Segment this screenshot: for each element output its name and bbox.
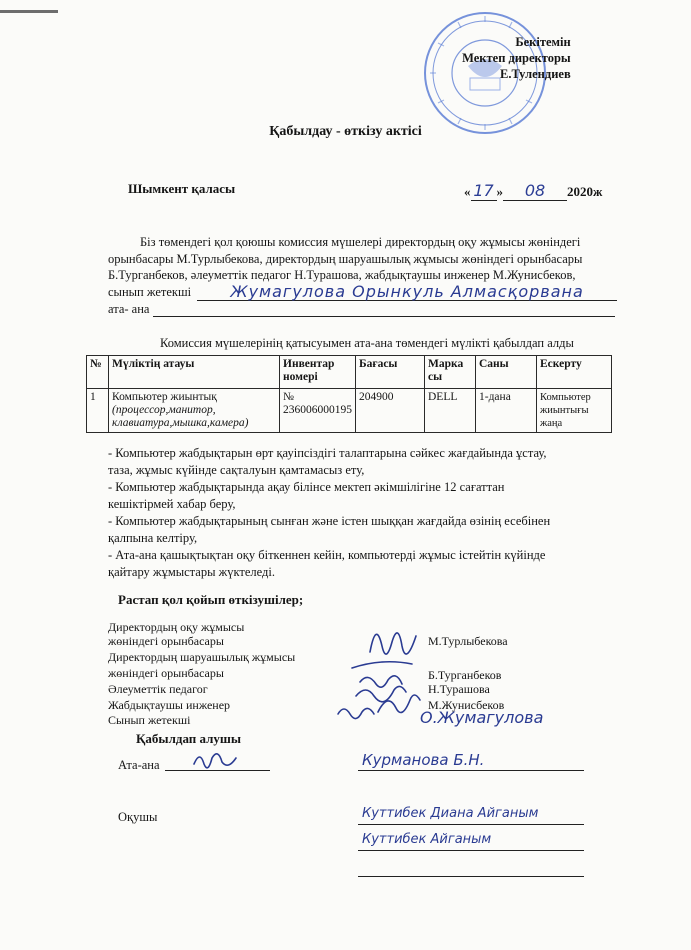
student-handwritten-name-2: Куттибек Айганым: [362, 832, 492, 847]
table-header-row: [87, 356, 612, 389]
rule-line: - Компьютер жабдықтарын өрт қауіпсіздігі талаптарына сәйкес жағдайында ұстау,: [108, 446, 547, 460]
date-quote-close: »: [496, 184, 503, 199]
intro-paragraph: [108, 234, 628, 317]
approval-position: Мектеп директоры: [462, 51, 571, 65]
signer-engineer-name: М.Жунисбеков: [428, 698, 505, 712]
cell-price: 204900: [356, 389, 425, 433]
signer-deputy-edu-name: М.Турлыбекова: [428, 634, 508, 648]
parent-handwritten-name: Курманова Б.Н.: [362, 751, 485, 769]
rule-line: - Компьютер жабдықтарының сынған және істен шыққан жағдайда өзінің есебінен: [108, 514, 551, 528]
signer-social-name: Н.Турашова: [428, 682, 490, 696]
signer-deputy-eco-name: Б.Турганбеков: [428, 668, 502, 682]
rule-line: таза, жұмыс күйінде сақталуын қамтамасыз ету,: [108, 463, 365, 477]
cell-inventory: № 236006000195: [280, 389, 356, 433]
date-year: 2020ж: [567, 184, 603, 199]
intro-line-1: Біз төмендегі қол қоюшы комиссия мүшелері директордың оқу жұмысы жөніндегі: [140, 235, 581, 249]
student-name-line-1: [358, 824, 584, 825]
approval-name: Е.Тулендиев: [500, 67, 571, 81]
rule-line: қалпына келтіру,: [108, 531, 198, 545]
signer-teacher-role: Сынып жетекші: [108, 713, 191, 727]
col-brand: Марка сы: [425, 356, 476, 389]
approval-block: [460, 34, 571, 82]
parent-blank-line: [153, 304, 615, 317]
obligations-list: [108, 445, 648, 581]
rule-line: - Компьютер жабдықтарында ақау білінсе мектеп әкімшілігіне 12 сағаттан: [108, 480, 505, 494]
receivers-title: Қабылдап алушы: [136, 731, 242, 746]
date-quote-open: «: [464, 184, 471, 199]
parent-signature: [190, 748, 240, 772]
signer-deputy-eco-role-2: жөніндегі орынбасары: [108, 666, 224, 680]
date-day: 17: [471, 181, 497, 201]
document-title: Қабылдау - өткізу актісі: [269, 124, 422, 139]
col-num: №: [87, 356, 109, 389]
student-name-line-3: [358, 876, 584, 877]
signer-deputy-eco-role-1: Директордың шаруашылық жұмысы: [108, 650, 296, 664]
signer-engineer-role: Жабдықтаушы инженер: [108, 698, 231, 712]
signer-deputy-edu-role-1: Директордың оқу жұмысы: [108, 620, 245, 634]
col-inventory: Инвентар номері: [280, 356, 356, 389]
confirm-title: Растап қол қойып өткізушілер;: [118, 592, 304, 607]
parent-name-line: [358, 770, 584, 771]
signer-teacher-handwritten: О.Жумагулова: [420, 708, 544, 727]
student-label: Оқушы: [118, 810, 158, 824]
commission-text: Комиссия мүшелерінің қатысуымен ата-ана төмендегі мүлікті қабылдап алды: [160, 336, 574, 350]
cell-note: Компьютер жиынтығы жаңа: [537, 389, 612, 433]
parent-line: [108, 301, 628, 318]
col-qty: Саны: [476, 356, 537, 389]
col-price: Бағасы: [356, 356, 425, 389]
intro-line-2: орынбасары М.Турлыбекова, директордың шаруашылық жұмысы жөніндегі орынбасары: [108, 251, 583, 266]
parent-label-intro: ата- ана: [108, 301, 150, 316]
intro-line-3: Б.Турганбеков, әлеуметтік педагог Н.Турашова, жабдықтаушы инженер М.Жунисбеков,: [108, 268, 576, 282]
rule-line: - Ата-ана қашықтықтан оқу біткеннен кейін, компьютерді жұмыс істейтін күйінде: [108, 548, 546, 562]
city-label: Шымкент қаласы: [128, 181, 236, 196]
student-name-line-2: [358, 850, 584, 851]
cell-name-detail: (процессор,манитор, клавиатура,мышка,камера): [112, 404, 249, 429]
teacher-line: [108, 281, 628, 301]
cell-num: 1: [87, 389, 109, 433]
assets-table: [86, 355, 612, 433]
col-name: Мүліктің атауы: [109, 356, 280, 389]
cell-name: [109, 389, 280, 433]
approval-heading: Бекітемін: [515, 35, 571, 49]
signer-social-role: Әлеуметтік педагог: [108, 682, 208, 696]
col-note: Ескерту: [537, 356, 612, 389]
cell-qty: 1-дана: [476, 389, 537, 433]
document-date: [464, 181, 602, 201]
parent-label: Ата-ана: [118, 758, 160, 772]
signer-deputy-edu-role-2: жөніндегі орынбасары: [108, 634, 224, 648]
rule-line: кешіктірмей хабар беру,: [108, 497, 236, 511]
teacher-handwritten-name: Жумагулова Орынкуль Алмасқорванa: [197, 284, 617, 301]
top-edge-mark: [0, 10, 58, 13]
signature-marks: [330, 612, 440, 732]
rule-line: қайтару жұмыстары жүктеледі.: [108, 565, 275, 579]
date-month: 08: [503, 181, 567, 201]
student-handwritten-name-1: Куттибек Диана Айганым: [362, 806, 539, 821]
table-row: [87, 389, 612, 433]
cell-name-main: Компьютер жиынтық: [112, 391, 217, 403]
teacher-label: сынып жетекші: [108, 285, 192, 299]
cell-brand: DELL: [425, 389, 476, 433]
